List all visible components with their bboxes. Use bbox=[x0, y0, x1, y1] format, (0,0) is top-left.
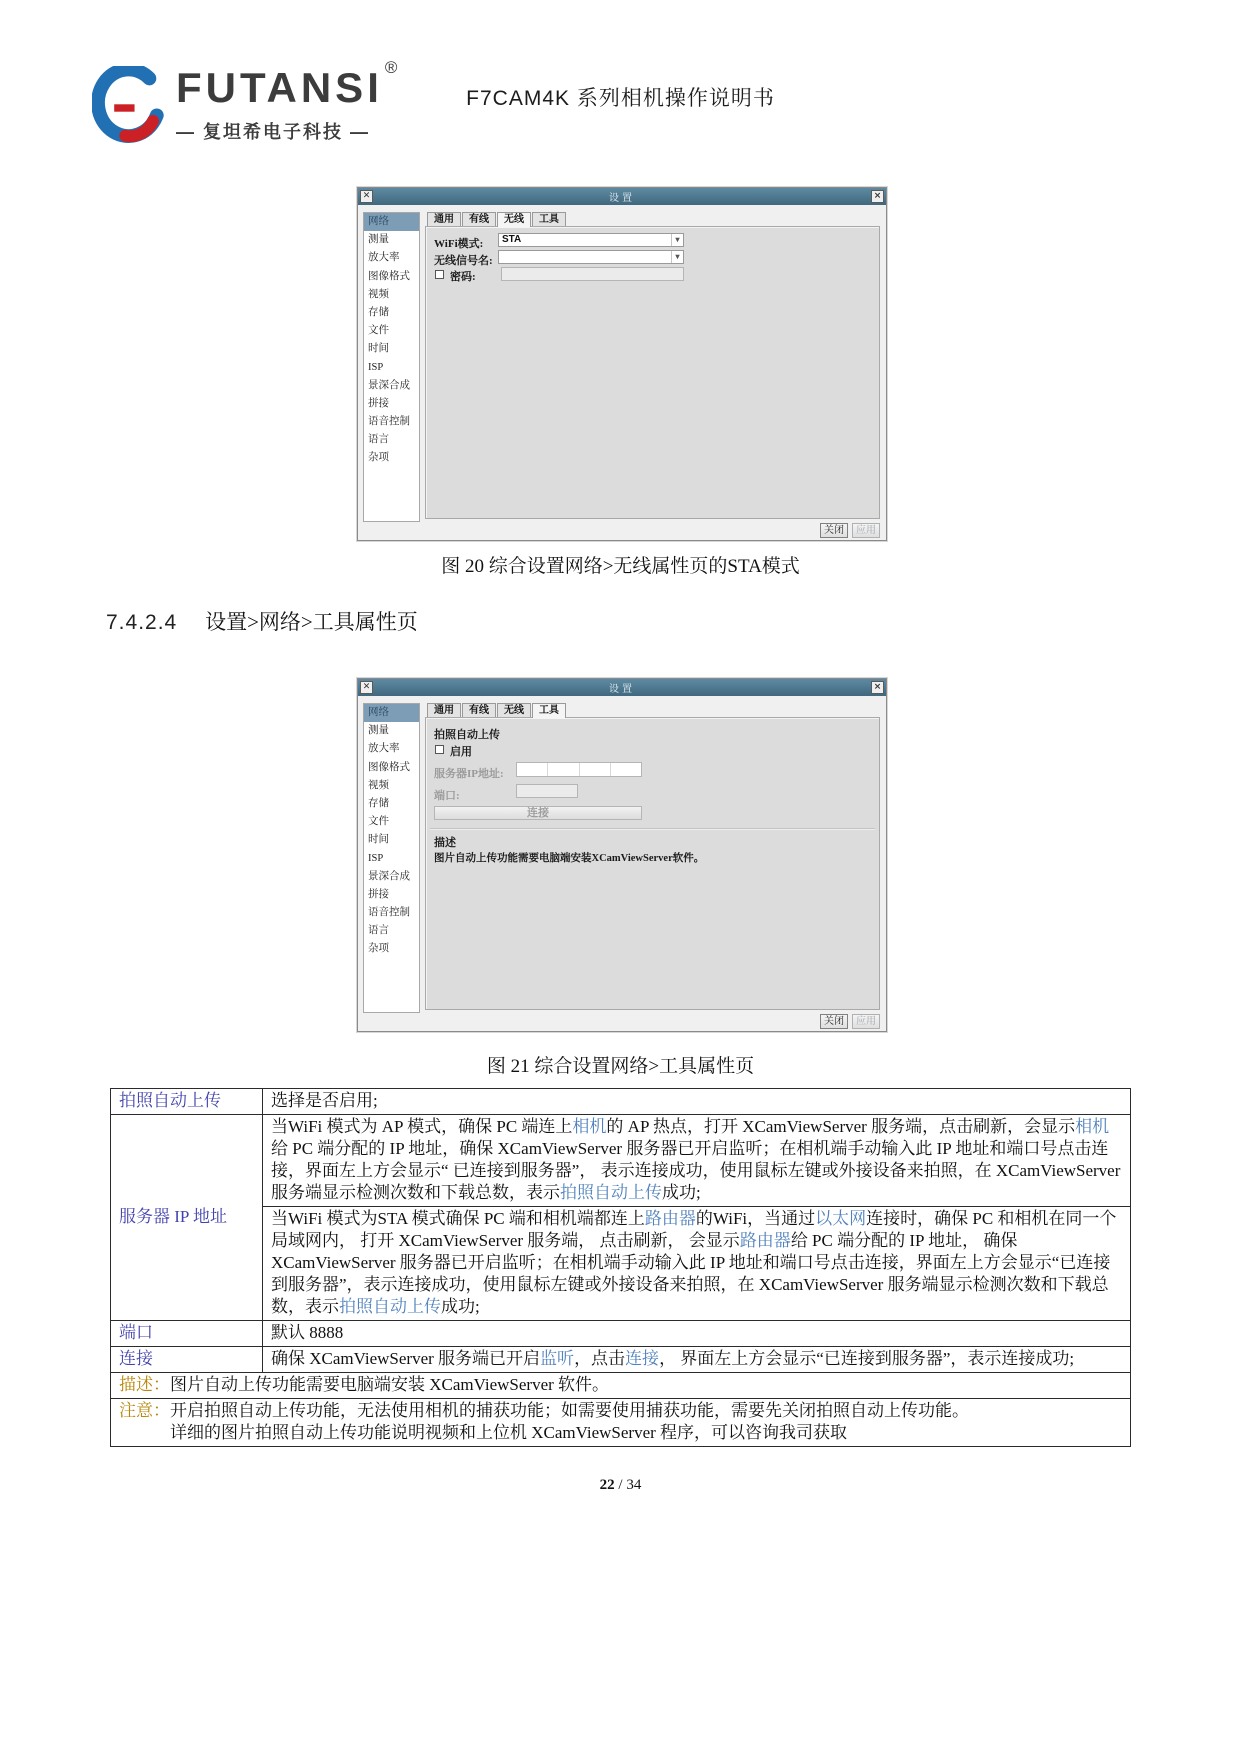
sidebar-item: 文件 bbox=[368, 816, 389, 828]
sidebar-item: 时间 bbox=[368, 343, 389, 355]
description-text: 图片自动上传功能需要电脑端安装XCamViewServer软件。 bbox=[434, 853, 705, 864]
sidebar-item: 语音控制 bbox=[368, 907, 410, 919]
note-line-2 bbox=[119, 1422, 1122, 1444]
text-segment: 注意： bbox=[119, 1401, 170, 1420]
text-segment: 的WiFi，当通过 bbox=[695, 1209, 816, 1228]
tab: 无线 bbox=[497, 212, 531, 227]
sidebar-item: 时间 bbox=[368, 834, 389, 846]
auto-upload-spec-table bbox=[110, 1088, 1131, 1447]
ip-octet-input bbox=[611, 763, 641, 776]
tab: 无线 bbox=[497, 703, 531, 718]
settings-sidebar bbox=[363, 212, 420, 522]
row-label: 服务器 IP 地址 bbox=[111, 1115, 263, 1321]
network-tabs bbox=[425, 703, 880, 718]
brand-name: FUTANSI bbox=[176, 64, 383, 111]
ip-octet-input bbox=[548, 763, 579, 776]
doc-link[interactable]: 相机 bbox=[1075, 1117, 1110, 1136]
sidebar-item: ISP bbox=[368, 361, 384, 373]
text-segment: 给 PC 端分配的 IP 地址， 确保 XCamViewServer 服务器已开启监听；在相机端手动输入此 IP 地址和端口号点击连接，界面左上方会显示“已连接到服务器”，表示连接成功，使用鼠标左键或外接设备来拍照，在 XCamViewServer 服务端显示检测次数和下载总数，表示 bbox=[271, 1231, 1111, 1316]
text-segment: 确保 XCamViewServer 服务端已开启 bbox=[271, 1349, 541, 1368]
dialog-title: 设置 bbox=[609, 684, 635, 695]
note-row bbox=[111, 1399, 1131, 1447]
sidebar-item: 语音控制 bbox=[368, 416, 410, 428]
apply-button: 应用 bbox=[852, 1014, 880, 1029]
sidebar-item: 放大率 bbox=[368, 743, 400, 755]
doc-link[interactable]: 相机 bbox=[572, 1117, 607, 1136]
sidebar-item: 语言 bbox=[368, 434, 389, 446]
doc-link[interactable]: 拍照自动上传 bbox=[339, 1297, 441, 1316]
password-label: 密码: bbox=[450, 271, 476, 283]
sidebar-item: 网络 bbox=[364, 704, 419, 722]
text-segment: 详细的图片拍照自动上传功能说明视频和上位机 XCamViewServer 程序，可以咨询我司获取 bbox=[170, 1423, 848, 1442]
enable-label: 启用 bbox=[450, 746, 472, 758]
ip-octet-input bbox=[580, 763, 611, 776]
settings-sidebar bbox=[363, 703, 420, 1013]
doc-link[interactable]: 以太网 bbox=[815, 1209, 867, 1228]
settings-dialog-screenshot-sta bbox=[357, 187, 887, 541]
close-icon: × bbox=[871, 681, 884, 694]
sidebar-item: 文件 bbox=[368, 325, 389, 337]
wireless-panel bbox=[425, 226, 880, 519]
row-label: 端口 bbox=[111, 1321, 263, 1347]
ip-octet-input bbox=[517, 763, 548, 776]
text-segment: 成功; bbox=[441, 1297, 480, 1316]
doc-link[interactable]: 拍照自动上传 bbox=[560, 1183, 662, 1202]
port-input bbox=[516, 784, 578, 798]
total-pages: / 34 bbox=[614, 1477, 642, 1493]
text-segment: ， 界面左上方会显示“已连接到服务器”，表示连接成功; bbox=[659, 1349, 1075, 1368]
sidebar-item: 语言 bbox=[368, 925, 389, 937]
close-button: 关闭 bbox=[820, 1014, 848, 1029]
row-value bbox=[263, 1347, 1131, 1373]
table-row bbox=[111, 1399, 1131, 1447]
sidebar-item: 杂项 bbox=[368, 943, 389, 955]
description-row bbox=[111, 1373, 1131, 1399]
sidebar-item: 拼接 bbox=[368, 888, 389, 900]
text-segment: 当WiFi 模式为 AP 模式，确保 PC 端连上 bbox=[271, 1117, 573, 1136]
table-row bbox=[111, 1089, 1131, 1115]
section-number: 7.4.2.4 bbox=[106, 611, 178, 634]
password-input bbox=[501, 267, 684, 281]
tab: 有线 bbox=[462, 703, 496, 718]
dialog-titlebar bbox=[358, 188, 886, 205]
settings-dialog-screenshot-tools bbox=[357, 678, 887, 1032]
sidebar-item: 杂项 bbox=[368, 452, 389, 464]
figure-21-caption: 图 21 综合设置网络>工具属性页 bbox=[486, 1056, 755, 1077]
document-title: F7CAM4K 系列相机操作说明书 bbox=[466, 87, 775, 110]
doc-link[interactable]: 监听 bbox=[540, 1349, 575, 1368]
doc-link[interactable]: 路由器 bbox=[644, 1209, 696, 1228]
sidebar-item: 景深合成 bbox=[368, 870, 410, 882]
tab: 工具 bbox=[532, 212, 566, 227]
port-label: 端口: bbox=[434, 790, 460, 802]
sidebar-item: 拼接 bbox=[368, 397, 389, 409]
table-row bbox=[111, 1347, 1131, 1373]
section-title: 设置>网络>工具属性页 bbox=[205, 610, 418, 634]
section-heading bbox=[106, 606, 418, 636]
text-segment: ，点击 bbox=[574, 1349, 626, 1368]
description-title: 描述 bbox=[434, 837, 456, 849]
dialog-title: 设置 bbox=[609, 193, 635, 204]
tools-panel bbox=[425, 717, 880, 1010]
text-segment: 的 AP 热点，打开 XCamViewServer 服务端，点击刷新，会显示 bbox=[606, 1117, 1076, 1136]
connect-button: 连接 bbox=[434, 806, 642, 820]
text-segment: 给 PC 端分配的 IP 地址，确保 XCamViewServer 服务器已开启监听；在相机端手动输入此 IP 地址和端口号点击连接，界面左上方会显示“ 已连接到服务器”， 表示连接成功，使用鼠标左键或外接设备来拍照，在 XCamViewServer 服务端显示检测次数和下载总数，表示 bbox=[271, 1139, 1121, 1202]
row-value: 选择是否启用; bbox=[263, 1089, 1131, 1115]
wifi-mode-label: WiFi模式: bbox=[434, 238, 484, 250]
figure-20-caption: 图 20 综合设置网络>无线属性页的STA模式 bbox=[441, 556, 800, 577]
tab: 通用 bbox=[427, 703, 461, 718]
sidebar-item: 测量 bbox=[368, 234, 389, 246]
tab: 工具 bbox=[532, 703, 566, 718]
table-row bbox=[111, 1207, 1131, 1321]
table-row bbox=[111, 1321, 1131, 1347]
text-segment: 描述： bbox=[119, 1375, 170, 1394]
sidebar-item: 图像格式 bbox=[368, 761, 410, 773]
tab: 通用 bbox=[427, 212, 461, 227]
sidebar-item: 放大率 bbox=[368, 252, 400, 264]
wifi-mode-value: STA bbox=[502, 234, 522, 245]
row-label: 拍照自动上传 bbox=[111, 1089, 263, 1115]
sidebar-item: 存储 bbox=[368, 306, 389, 318]
network-tabs bbox=[425, 212, 880, 227]
tab: 有线 bbox=[462, 212, 496, 227]
server-ip-label: 服务器IP地址: bbox=[434, 768, 504, 780]
apply-button: 应用 bbox=[852, 523, 880, 538]
sidebar-item: 图像格式 bbox=[368, 270, 410, 282]
text-segment: 图片自动上传功能需要电脑端安装 XCamViewServer 软件。 bbox=[170, 1375, 610, 1394]
server-ip-input bbox=[516, 762, 642, 777]
current-page: 22 bbox=[599, 1477, 615, 1493]
brand-subtitle: — 复坦希电子科技 — bbox=[176, 122, 371, 142]
table-row bbox=[111, 1115, 1131, 1207]
text-segment: 开启拍照自动上传功能，无法使用相机的捕获功能；如需要使用捕获功能，需要先关闭拍照自动上传功能。 bbox=[170, 1401, 969, 1420]
auto-upload-group-title: 拍照自动上传 bbox=[434, 729, 500, 741]
text-segment: 连接时，确保 PC 和相机在同一个局域网内， 打开 XCamViewServer 服务端， 点击刷新， 会显示 bbox=[271, 1209, 1117, 1250]
sidebar-item: 网络 bbox=[364, 213, 419, 231]
enable-checkbox bbox=[435, 745, 444, 754]
dialog-titlebar bbox=[358, 679, 886, 696]
registered-mark-icon: ® bbox=[384, 58, 398, 77]
text-segment: 成功; bbox=[662, 1183, 701, 1202]
sidebar-item: 测量 bbox=[368, 725, 389, 737]
divider bbox=[430, 828, 875, 830]
doc-link[interactable]: 路由器 bbox=[739, 1231, 791, 1250]
sidebar-item: 景深合成 bbox=[368, 379, 410, 391]
row-value: 默认 8888 bbox=[263, 1321, 1131, 1347]
text-segment: 当WiFi 模式为STA 模式确保 PC 端和相机端都连上 bbox=[271, 1209, 645, 1228]
row-value bbox=[263, 1207, 1131, 1321]
page-number bbox=[0, 1477, 1241, 1494]
window-app-icon: ✕ bbox=[360, 681, 373, 694]
row-value bbox=[263, 1115, 1131, 1207]
chevron-down-icon: ▾ bbox=[671, 251, 683, 263]
close-button: 关闭 bbox=[820, 523, 848, 538]
sidebar-item: 存储 bbox=[368, 797, 389, 809]
chevron-down-icon: ▾ bbox=[671, 234, 683, 246]
password-checkbox bbox=[435, 270, 444, 279]
ssid-combo bbox=[498, 250, 684, 264]
sidebar-item: 视频 bbox=[368, 779, 389, 791]
window-app-icon: ✕ bbox=[360, 190, 373, 203]
note-line-1 bbox=[119, 1400, 1122, 1422]
close-icon: × bbox=[871, 190, 884, 203]
row-label: 连接 bbox=[111, 1347, 263, 1373]
ssid-label: 无线信号名: bbox=[434, 255, 493, 267]
doc-link[interactable]: 连接 bbox=[625, 1349, 660, 1368]
sidebar-item: ISP bbox=[368, 852, 384, 864]
sidebar-item: 视频 bbox=[368, 288, 389, 300]
wifi-mode-combo bbox=[498, 233, 684, 247]
table-row bbox=[111, 1373, 1131, 1399]
